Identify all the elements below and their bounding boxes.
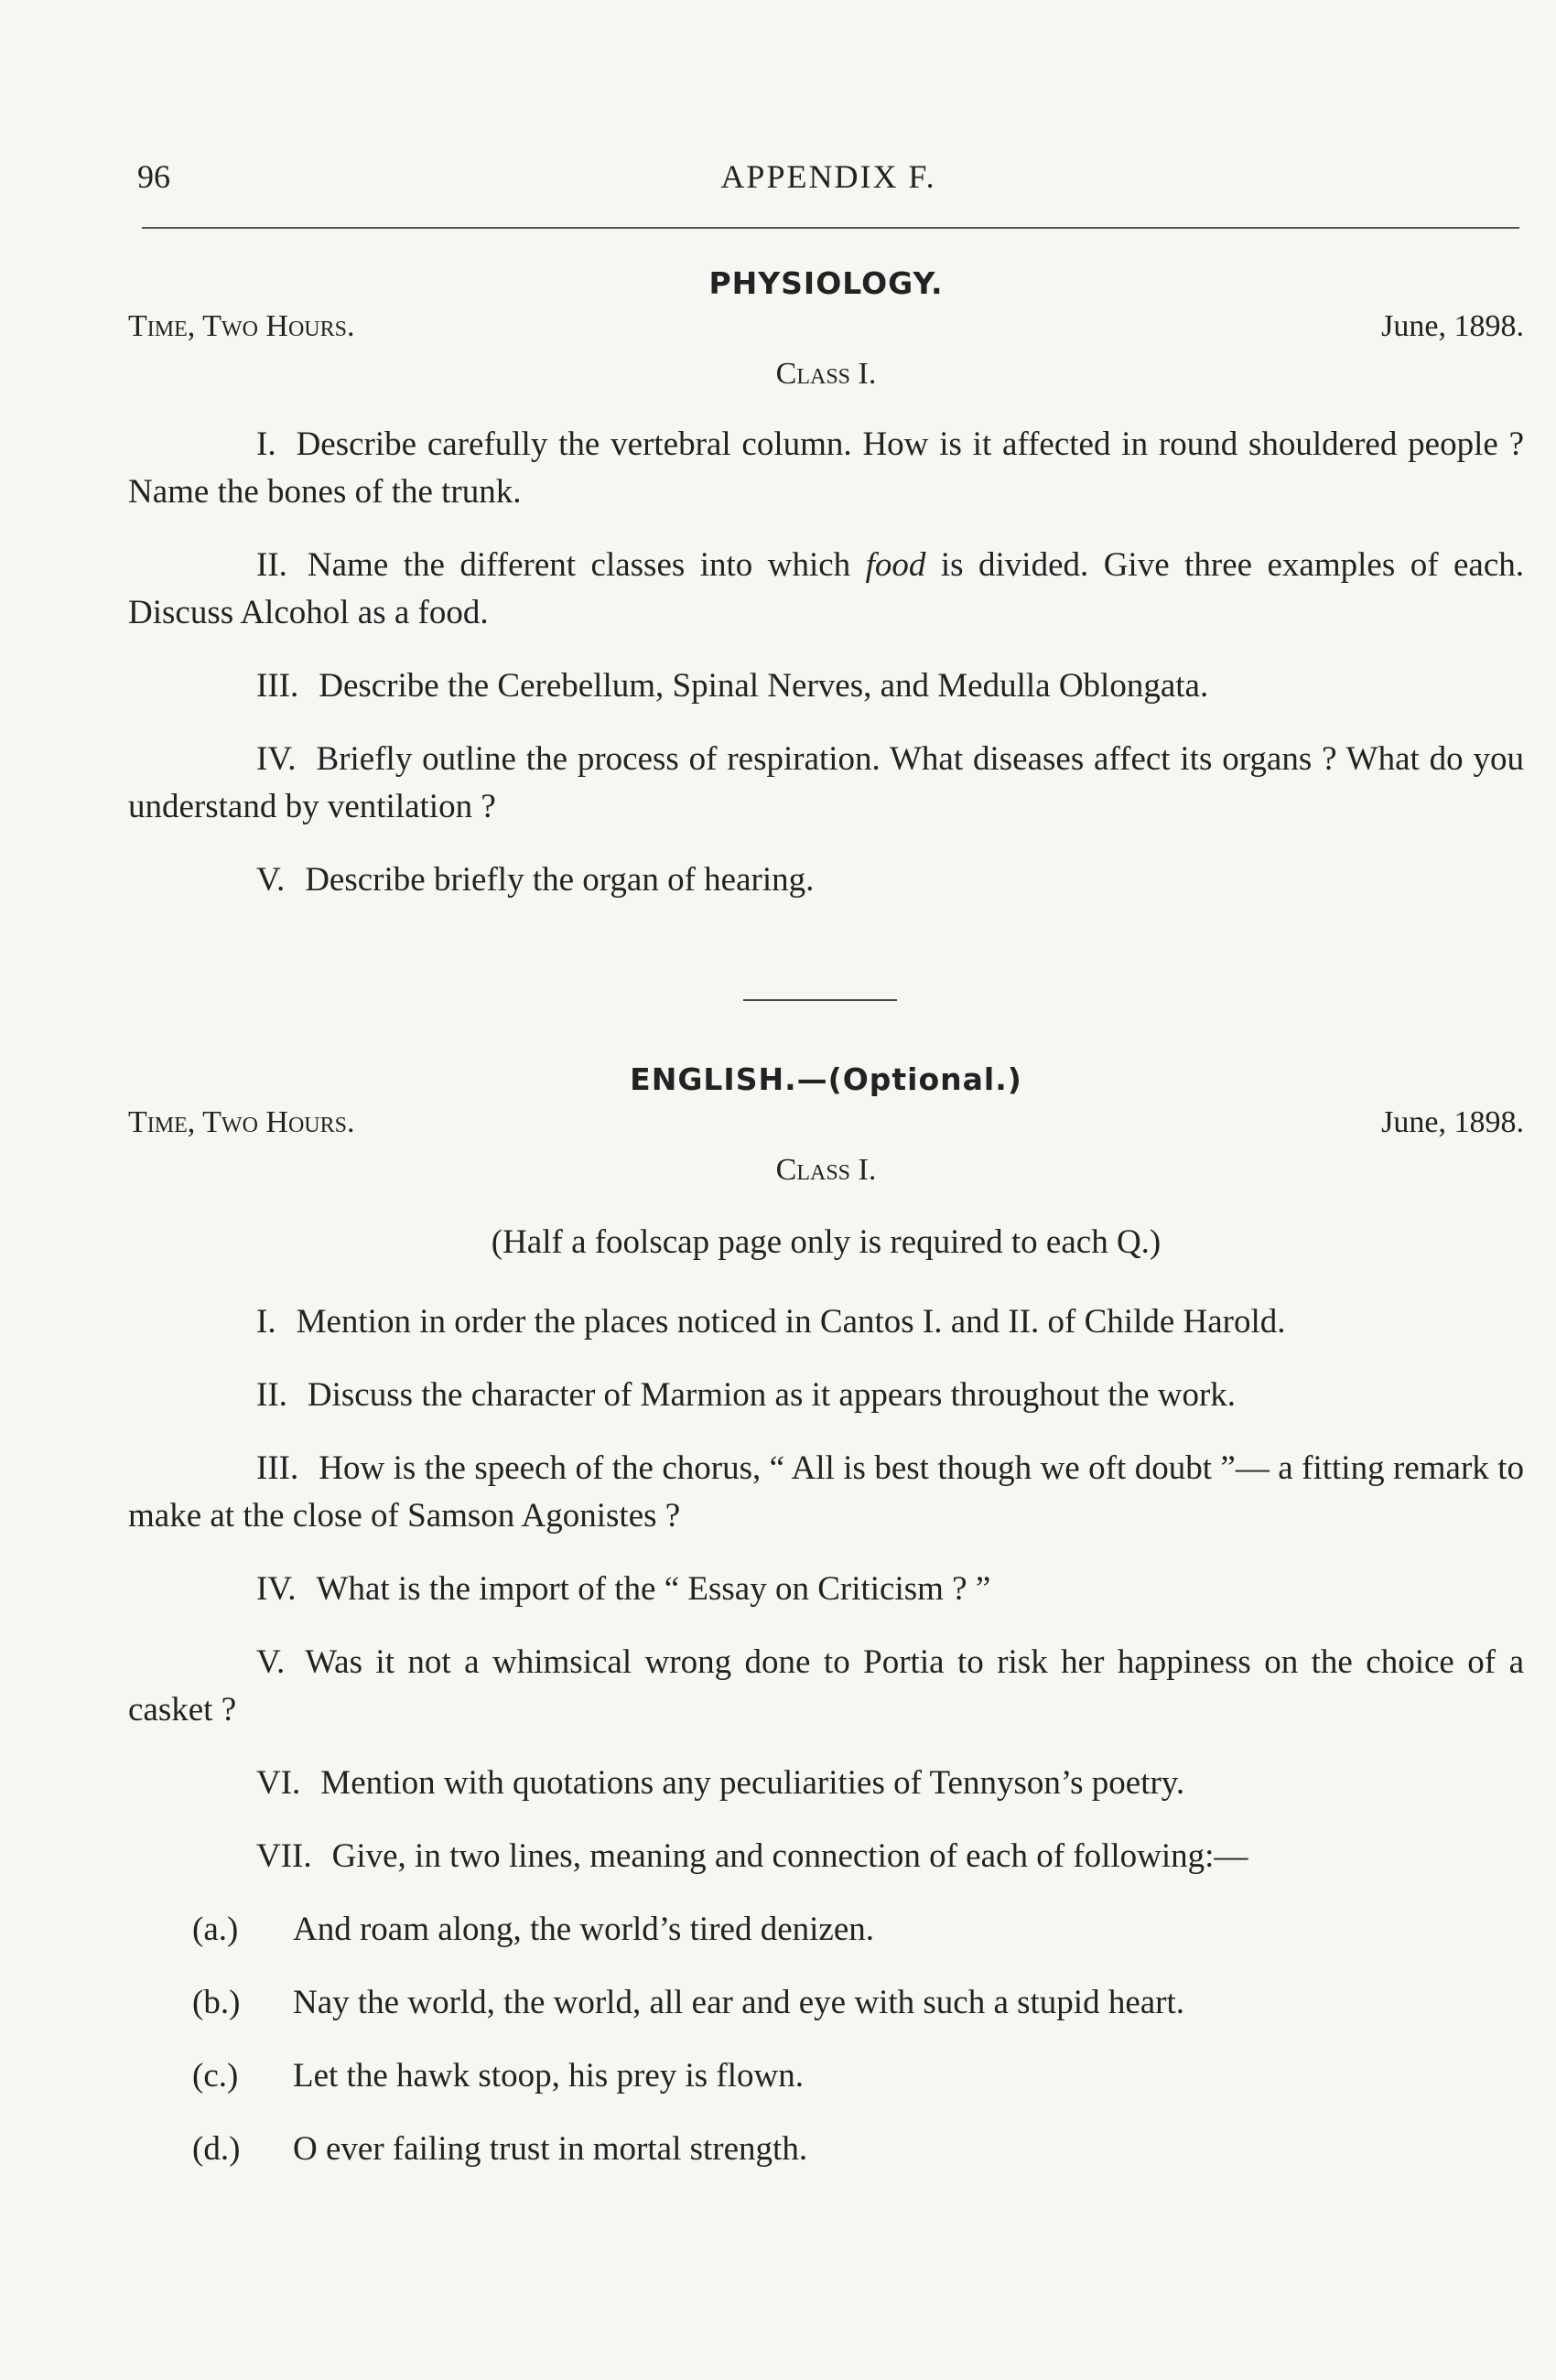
question-number: I. (256, 425, 276, 463)
exam-date: June, 1898. (1381, 309, 1524, 343)
question-number: II. (256, 546, 287, 584)
question-number: II. (256, 1376, 287, 1414)
question-number: VI. (256, 1764, 301, 1802)
question-text: What is the import of the “ Essay on Criticism ? ” (316, 1570, 991, 1608)
question-text: Name the different classes into which (307, 546, 866, 584)
class-label: Class I. (775, 357, 877, 391)
question (128, 1298, 1524, 1346)
question-text: Was it not a whimsical wrong done to Portia to risk her happiness on the choice of a casket ? (128, 1643, 1524, 1728)
class-label: Class I. (775, 1153, 877, 1187)
sub-item-text: Let the hawk stoop, his prey is flown. (293, 2057, 804, 2095)
question-text: Describe carefully the vertebral column. How is it affected in round shouldered people ? Name the bones of the trunk. (128, 425, 1524, 511)
question-text: Discuss the character of Marmion as it appears throughout the work. (307, 1376, 1237, 1414)
sub-item (192, 1979, 1524, 2027)
sub-item-text: And roam along, the world’s tired denizen. (293, 1911, 874, 1948)
english-section (128, 1061, 1524, 2199)
question (128, 1760, 1524, 1807)
question-number: V. (256, 1643, 286, 1681)
exam-date: June, 1898. (1381, 1105, 1524, 1139)
exam-time: Time, Two Hours. (128, 309, 355, 343)
instruction-note: (Half a foolscap page only is required to each Q.) (491, 1223, 1162, 1261)
question-number: III. (256, 667, 299, 705)
question (128, 1566, 1524, 1613)
sub-item-text: O ever failing trust in mortal strength. (293, 2130, 808, 2168)
question-text: is divided. Give three examples of each. Discuss Alcohol as a food. (128, 546, 1524, 631)
question-number: IV. (256, 1570, 297, 1608)
sub-item (192, 2126, 1524, 2173)
question-text: How is the speech of the chorus, “ All is best though we oft doubt ”— a fitting remark to make at the close of Samson Agonistes ? (128, 1449, 1524, 1535)
section-divider (743, 999, 897, 1001)
question-number: V. (256, 861, 286, 899)
question (128, 1833, 1524, 1880)
section-title: PHYSIOLOGY. (708, 265, 944, 301)
question (128, 1639, 1524, 1734)
section-title: ENGLISH.—(Optional.) (630, 1061, 1022, 1097)
question-number: VII. (256, 1837, 312, 1875)
question (128, 736, 1524, 831)
sub-item-label: (b.) (192, 1984, 241, 2021)
question-text: Describe the Cerebellum, Spinal Nerves, and Medulla Oblongata. (319, 667, 1209, 705)
exam-meta (128, 309, 1524, 357)
sub-item (192, 2052, 1524, 2100)
sub-item-text: Nay the world, the world, all ear and eye with such a stupid heart. (293, 1984, 1185, 2021)
running-title: APPENDIX F. (720, 158, 936, 195)
question (128, 542, 1524, 637)
question (128, 1372, 1524, 1419)
header-rule (142, 227, 1519, 229)
question-number: IV. (256, 740, 297, 778)
question-text: Mention in order the places noticed in Cantos I. and II. of Childe Harold. (296, 1303, 1286, 1341)
question (128, 1445, 1524, 1540)
physiology-section (128, 265, 1524, 930)
question-text: Give, in two lines, meaning and connection of each of following:— (331, 1837, 1248, 1875)
question-number: I. (256, 1303, 276, 1341)
question-text: Briefly outline the process of respiration. What diseases affect its organs ? What do you understand by ventilation ? (128, 740, 1524, 825)
question (128, 421, 1524, 516)
exam-meta (128, 1105, 1524, 1153)
question (128, 856, 1524, 904)
sub-item-label: (c.) (192, 2057, 239, 2095)
question (128, 662, 1524, 710)
exam-time: Time, Two Hours. (128, 1105, 355, 1139)
sub-item (192, 1906, 1524, 1954)
emphasized-word: food (865, 546, 926, 584)
question-text: Mention with quotations any peculiarities of Tennyson’s poetry. (320, 1764, 1185, 1802)
question-number: III. (256, 1449, 299, 1487)
sub-item-label: (d.) (192, 2130, 241, 2168)
sub-item-label: (a.) (192, 1911, 239, 1948)
question-text: Describe briefly the organ of hearing. (305, 861, 815, 899)
running-header (137, 157, 1519, 203)
page-number: 96 (137, 158, 170, 195)
